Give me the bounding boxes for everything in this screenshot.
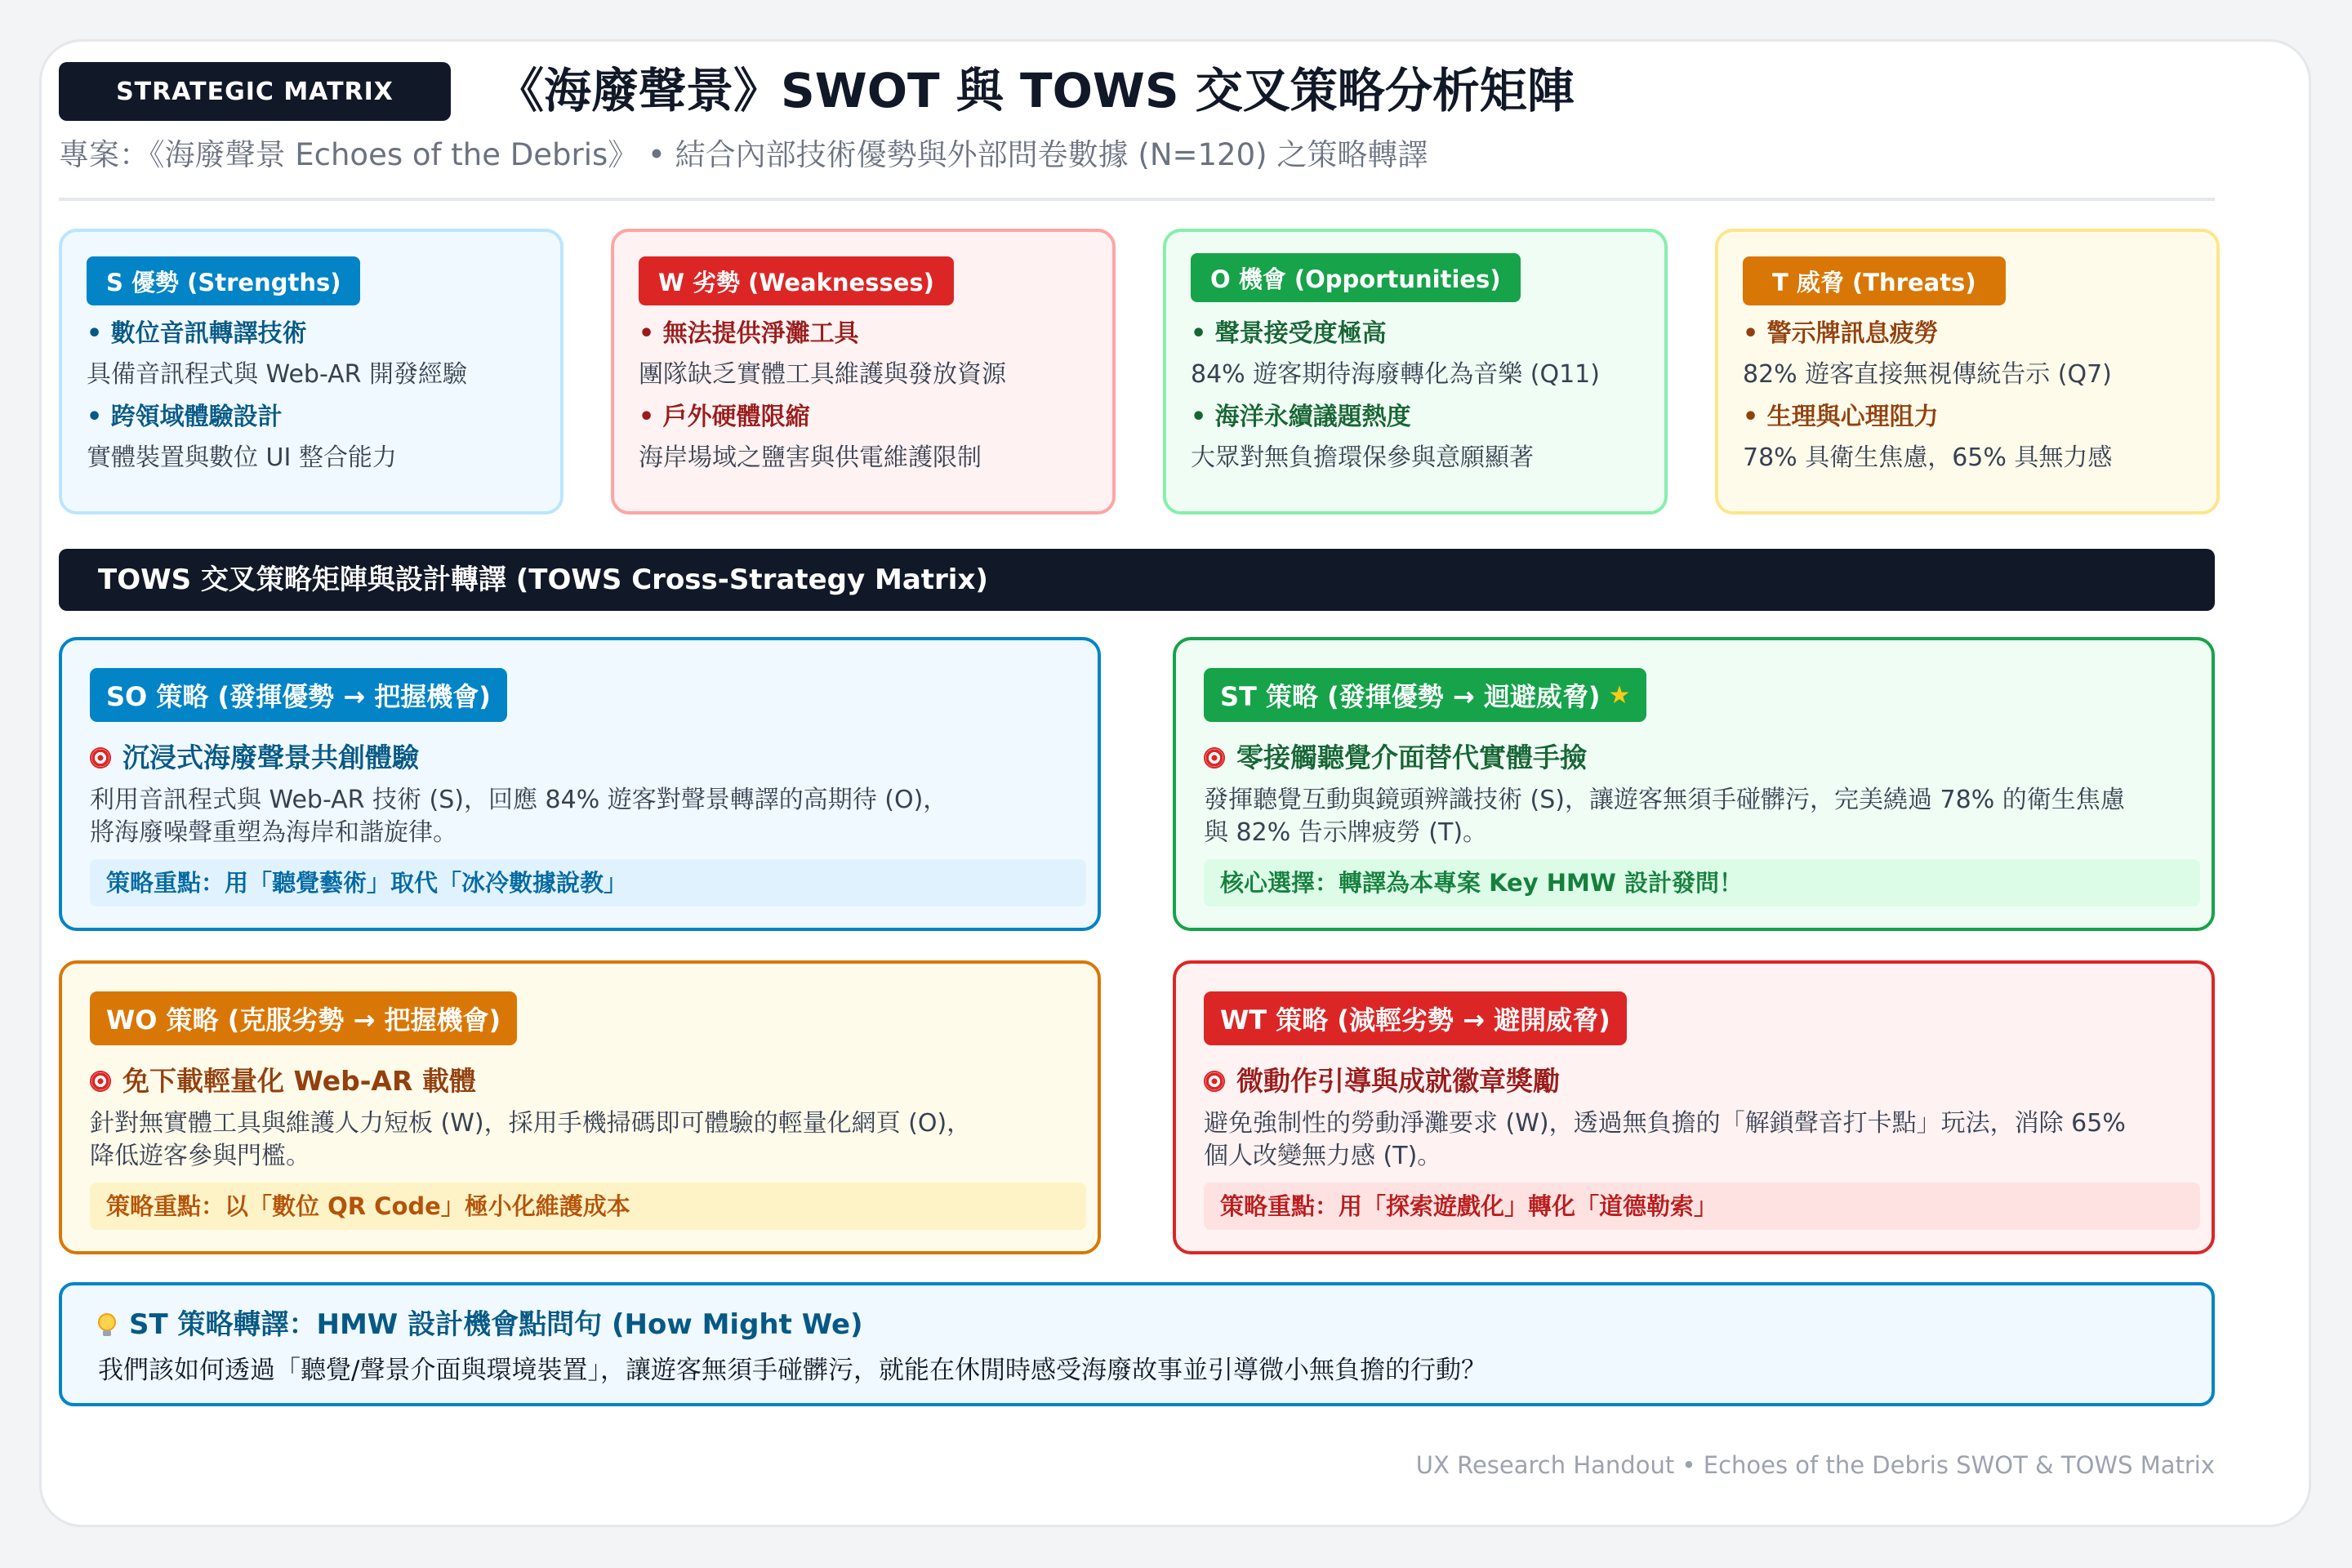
opportunity-item-title: • 海洋永續議題熱度 xyxy=(1191,403,1411,431)
wt-strategy-note: 策略重點：用「探索遊戲化」轉化「道德勒索」 xyxy=(1204,1183,2200,1230)
wo-strategy-heading xyxy=(90,1058,476,1104)
strength-item-desc: 具備音訊程式與 Web-AR 開發經驗 xyxy=(87,360,468,389)
threat-item-desc: 78% 具衛生焦慮，65% 具無力感 xyxy=(1743,443,2113,472)
opportunity-item-desc: 大眾對無負擔環保參與意願顯著 xyxy=(1191,443,1534,472)
page-subtitle: 專案：《海廢聲景 Echoes of the Debris》 • 結合內部技術優勢與外部問卷數據 (N=120) 之策略轉譯 xyxy=(59,137,1428,172)
tows-card-st xyxy=(1173,637,2215,931)
st-body-line: 發揮聽覺互動與鏡頭辨識技術 (S)，讓遊客無須手碰髒污，完美繞過 78% 的衛生焦慮 xyxy=(1204,786,2125,814)
hmw-box xyxy=(59,1282,2215,1406)
threat-item-title: • 警示牌訊息疲勞 xyxy=(1743,319,1939,348)
strength-item-title: • 跨領域體驗設計 xyxy=(87,403,283,431)
wt-strategy-label: WT 策略 (減輕劣勢 → 避開威脅) xyxy=(1204,991,1627,1045)
tows-section-bar: TOWS 交叉策略矩陣與設計轉譯 (TOWS Cross-Strategy Matrix) xyxy=(59,549,2215,611)
so-strategy-label: SO 策略 (發揮優勢 → 把握機會) xyxy=(90,668,507,722)
wo-heading-text: 免下載輕量化 Web-AR 載體 xyxy=(122,1065,476,1097)
st-heading-text: 零接觸聽覺介面替代實體手撿 xyxy=(1236,742,1587,773)
wt-body-line: 個人改變無力感 (T)。 xyxy=(1204,1142,1442,1170)
wo-body-line: 針對無實體工具與維護人力短板 (W)，採用手機掃碼即可體驗的輕量化網頁 (O)， xyxy=(90,1109,972,1138)
weakness-item-desc: 海岸場域之鹽害與供電維護限制 xyxy=(639,443,982,472)
swot-card-weaknesses xyxy=(611,229,1116,514)
so-body-line: 利用音訊程式與 Web-AR 技術 (S)，回應 84% 遊客對聲景轉譯的高期待 (O)， xyxy=(90,786,948,814)
so-strategy-body xyxy=(90,784,1078,849)
so-body-line: 將海廢噪聲重塑為海岸和諧旋律。 xyxy=(90,818,457,847)
lightbulb-icon xyxy=(98,1313,116,1336)
weakness-item-title: • 戶外硬體限縮 xyxy=(639,403,810,431)
st-strategy-note: 核心選擇：轉譯為本專案 Key HMW 設計發問！ xyxy=(1204,859,2200,906)
st-label-text: ST 策略 (發揮優勢 → 迴避威脅) xyxy=(1220,681,1601,712)
wo-strategy-note: 策略重點：以「數位 QR Code」極小化維護成本 xyxy=(90,1183,1086,1230)
strength-item-desc: 實體裝置與數位 UI 整合能力 xyxy=(87,443,397,472)
opportunities-label: O 機會 (Opportunities) xyxy=(1191,253,1521,302)
header-divider xyxy=(59,198,2215,201)
tows-card-wo xyxy=(59,960,1101,1254)
footer-credit: UX Research Handout • Echoes of the Debris SWOT & TOWS Matrix xyxy=(1415,1451,2215,1479)
swot-card-opportunities xyxy=(1163,229,1668,514)
opportunity-item-desc: 84% 遊客期待海廢轉化為音樂 (Q11) xyxy=(1191,360,1600,389)
st-strategy-label xyxy=(1204,668,1646,722)
weaknesses-label: W 劣勢 (Weaknesses) xyxy=(639,256,954,305)
hmw-question: 我們該如何透過「聽覺/聲景介面與環境裝置」，讓遊客無須手碰髒污，就能在休閒時感受海廢故事並引導微小無負擔的行動？ xyxy=(98,1356,1486,1385)
wo-strategy-body xyxy=(90,1107,1078,1173)
threat-item-desc: 82% 遊客直接無視傳統告示 (Q7) xyxy=(1743,360,2112,389)
st-strategy-heading xyxy=(1204,735,1587,781)
wt-heading-text: 微動作引導與成就徽章獎勵 xyxy=(1236,1065,1560,1097)
target-icon xyxy=(90,1071,111,1092)
swot-card-strengths xyxy=(59,229,564,514)
wt-strategy-body xyxy=(1204,1107,2192,1173)
page-title: 《海廢聲景》SWOT 與 TOWS 交叉策略分析矩陣 xyxy=(497,63,1575,118)
target-icon xyxy=(1204,1071,1225,1092)
hmw-heading xyxy=(98,1302,863,1348)
tows-card-so xyxy=(59,637,1101,931)
threat-item-title: • 生理與心理阻力 xyxy=(1743,403,1939,431)
strengths-label: S 優勢 (Strengths) xyxy=(87,256,360,305)
target-icon xyxy=(90,747,111,768)
strategic-matrix-tag: STRATEGIC MATRIX xyxy=(59,62,451,121)
so-strategy-heading xyxy=(90,735,419,781)
star-icon: ★ xyxy=(1608,680,1631,710)
tows-card-wt xyxy=(1173,960,2215,1254)
weakness-item-title: • 無法提供淨灘工具 xyxy=(639,319,859,348)
wt-strategy-heading xyxy=(1204,1058,1560,1104)
wo-body-line: 降低遊客參與門檻。 xyxy=(90,1142,310,1170)
target-icon xyxy=(1204,747,1225,768)
weakness-item-desc: 團隊缺乏實體工具維護與發放資源 xyxy=(639,360,1006,389)
swot-card-threats xyxy=(1715,229,2220,514)
so-strategy-note: 策略重點：用「聽覺藝術」取代「冰冷數據說教」 xyxy=(90,859,1086,906)
st-body-line: 與 82% 告示牌疲勞 (T)。 xyxy=(1204,818,1488,847)
threats-label: T 威脅 (Threats) xyxy=(1743,256,2006,305)
strength-item-title: • 數位音訊轉譯技術 xyxy=(87,319,307,348)
opportunity-item-title: • 聲景接受度極高 xyxy=(1191,319,1387,348)
st-strategy-body xyxy=(1204,784,2192,849)
so-heading-text: 沉浸式海廢聲景共創體驗 xyxy=(122,742,419,773)
wt-body-line: 避免強制性的勞動淨灘要求 (W)，透過無負擔的「解鎖聲音打卡點」玩法，消除 65% xyxy=(1204,1109,2126,1138)
hmw-heading-text: ST 策略轉譯：HMW 設計機會點問句 (How Might We) xyxy=(129,1308,863,1341)
wo-strategy-label: WO 策略 (克服劣勢 → 把握機會) xyxy=(90,991,517,1045)
